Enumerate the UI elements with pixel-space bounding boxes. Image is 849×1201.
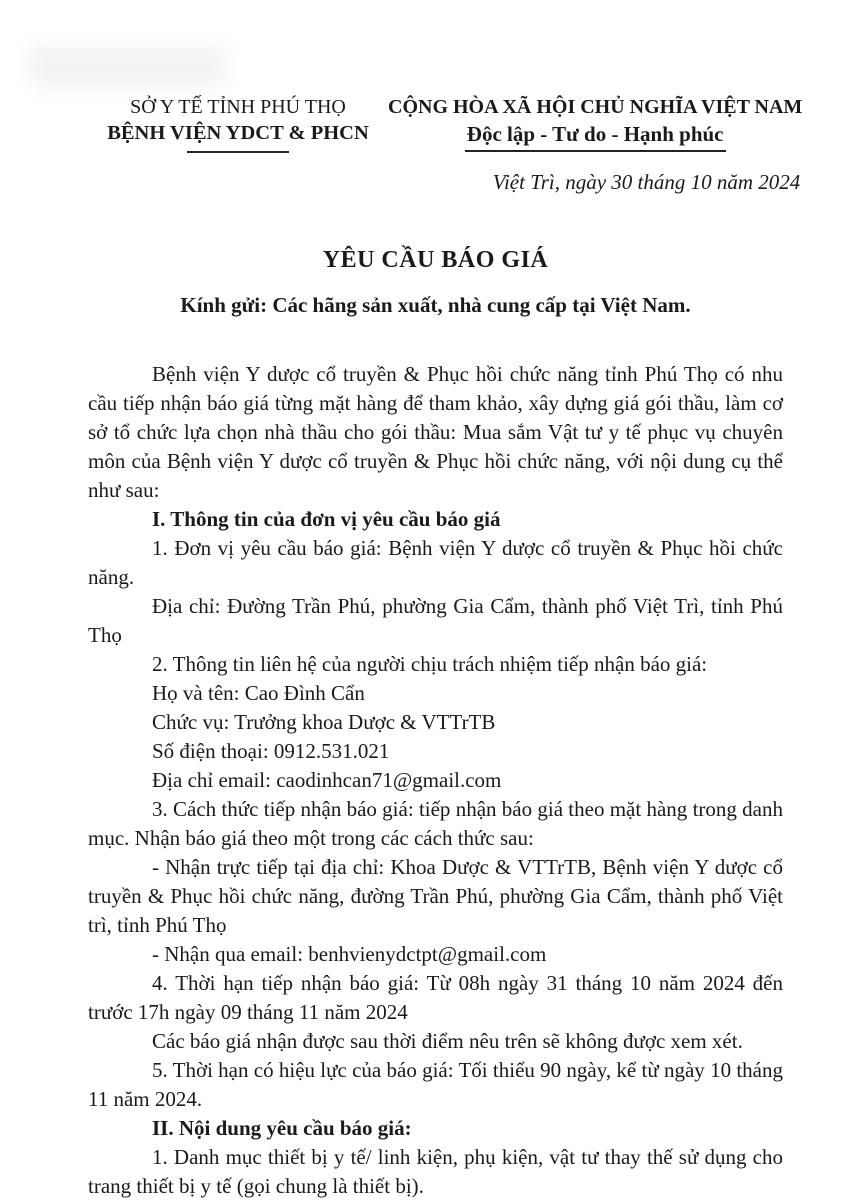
body-paragraph: Các báo giá nhận được sau thời điểm nêu trên sẽ không được xem xét. xyxy=(152,1029,743,1053)
national-motto: Độc lập - Tư do - Hạnh phúc xyxy=(465,121,726,152)
document-header xyxy=(88,94,803,196)
document-title: YÊU CẦU BÁO GIÁ xyxy=(322,247,549,273)
body-paragraph: 4. Thời hạn tiếp nhận báo giá: Từ 08h ngày 31 tháng 10 năm 2024 đến trước 17h ngày 09 tháng 11 năm 2024 xyxy=(88,971,783,1024)
body-paragraph: 5. Thời hạn có hiệu lực của báo giá: Tối thiểu 90 ngày, kể từ ngày 10 tháng 11 năm 2024. xyxy=(88,1058,783,1111)
header-left-block xyxy=(88,94,388,153)
body-paragraph: Bệnh viện Y dược cổ truyền & Phục hồi chức năng tỉnh Phú Thọ có nhu cầu tiếp nhận báo giá từng mặt hàng để tham khảo, xây dựng giá gói thầu, làm cơ sở tổ chức lựa chọn nhà thầu cho gói thầu: Mua sắm Vật tư y tế phục vụ chuyên môn của Bệnh viện Y dược cổ truyền & Phục hồi chức năng, với nội dung cụ thể như sau: xyxy=(88,362,783,502)
salutation-line: Kính gửi: Các hãng sản xuất, nhà cung cấp tại Việt Nam. xyxy=(180,293,691,317)
section-heading: I. Thông tin của đơn vị yêu cầu báo giá xyxy=(152,507,501,531)
body-paragraph: Địa chỉ email: caodinhcan71@gmail.com xyxy=(152,768,502,792)
body-paragraph: 1. Danh mục thiết bị y tế/ linh kiện, phụ kiện, vật tư thay thế sử dụng cho trang thiết bị y tế (gọi chung là thiết bị). xyxy=(88,1145,783,1198)
body-paragraph: Địa chỉ: Đường Trần Phú, phường Gia Cẩm, thành phố Việt Trì, tỉnh Phú Thọ xyxy=(88,594,783,647)
body-paragraph: Số điện thoại: 0912.531.021 xyxy=(152,739,390,763)
section-heading: II. Nội dung yêu cầu báo giá: xyxy=(152,1116,412,1140)
issuing-department: SỞ Y TẾ TỈNH PHÚ THỌ xyxy=(130,96,346,118)
body-paragraph: Chức vụ: Trưởng khoa Dược & VTTrTB xyxy=(152,710,496,734)
place-and-date-line: Việt Trì, ngày 30 tháng 10 năm 2024 xyxy=(492,170,801,194)
header-right-block xyxy=(388,94,802,196)
body-paragraph: - Nhận qua email: benhvienydctpt@gmail.com xyxy=(152,942,547,966)
hospital-name: BỆNH VIỆN YDCT & PHCN xyxy=(107,122,369,144)
document-body xyxy=(88,360,783,1201)
header-left-underline xyxy=(187,151,289,153)
body-paragraph: 3. Cách thức tiếp nhận báo giá: tiếp nhận báo giá theo mặt hàng trong danh mục. Nhận báo giá theo một trong các cách thức sau: xyxy=(88,797,783,850)
body-paragraph: - Nhận trực tiếp tại địa chỉ: Khoa Dược & VTTrTB, Bệnh viện Y dược cổ truyền & Phục hồi chức năng, đường Trần Phú, phường Gia Cẩm, thành phố Việt trì, tỉnh Phú Thọ xyxy=(88,855,783,937)
body-paragraph: 2. Thông tin liên hệ của người chịu trách nhiệm tiếp nhận báo giá: xyxy=(152,652,708,676)
national-title: CỘNG HÒA XÃ HỘI CHỦ NGHĨA VIỆT NAM xyxy=(388,96,803,118)
body-paragraph: Họ và tên: Cao Đình Cẩn xyxy=(152,681,365,705)
body-paragraph: 1. Đơn vị yêu cầu báo giá: Bệnh viện Y dược cổ truyền & Phục hồi chức năng. xyxy=(88,536,783,589)
